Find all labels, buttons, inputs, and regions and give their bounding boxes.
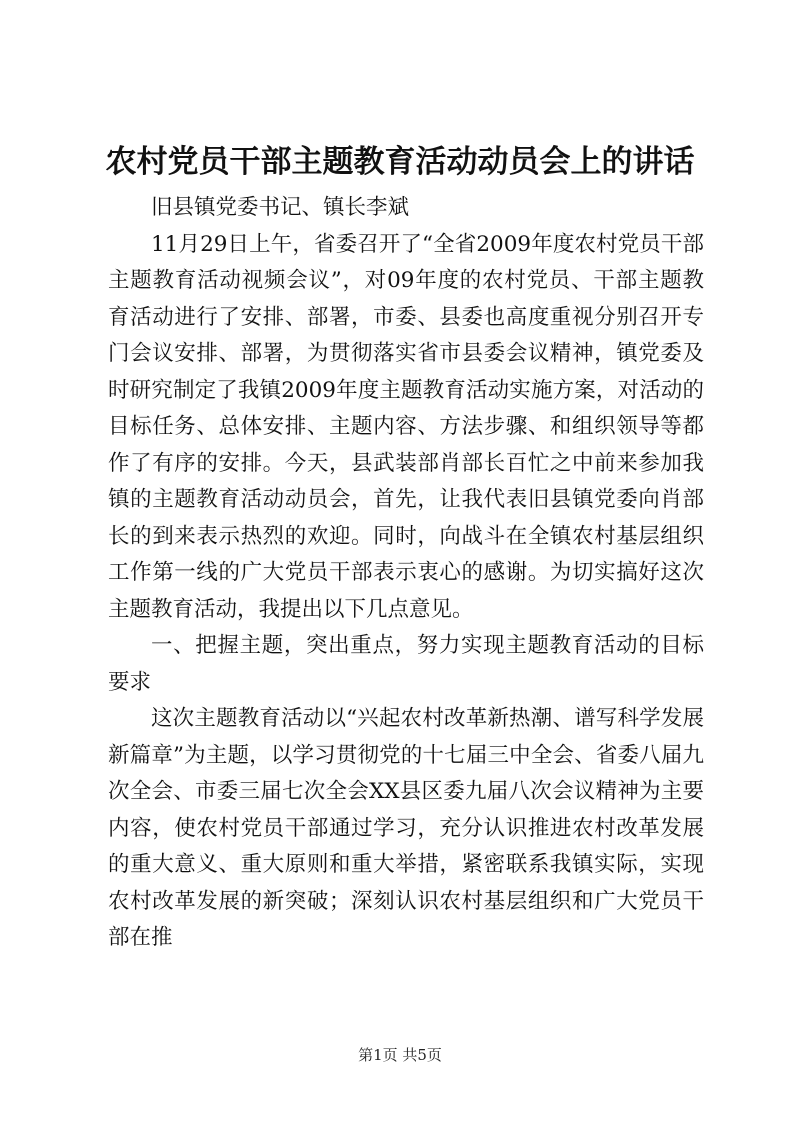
paragraph-section-1: 这次主题教育活动以“兴起农村改革新热潮、谱写科学发展新篇章”为主题，以学习贯彻党的十七届三中全会、省委八届九次全会、市委三届七次全会XX县区委九届八次会议精神为主要内容，使农村党员干部通过学习，充分认识推进农村改革发展的重大意义、重大原则和重大举措，紧密联系我镇实际，实现农村改革发展的新突破；深刻认识农村基层组织和广大党员干部在推	[108, 706, 704, 950]
page-footer: 第1页 共5页	[358, 1046, 442, 1064]
author-line: 旧县镇党委书记、镇长李斌	[151, 195, 410, 220]
paragraph-intro: 11月29日上午，省委召开了“全省2009年度农村党员干部主题教育活动视频会议”，对09年度的农村党员、干部主题教育活动进行了安排、部署，市委、县委也高度重视分别召开专门会议安排、部署，为贯彻落实省市县委会议精神，镇党委及时研究制定了我镇2009年度主题教育活动实施方案，对活动的目标任务、总体安排、主题内容、方法步骤、和组织领导等都作了有序的安排。今天，县武装部肖部长百忙之中前来参加我镇的主题教育活动动员会，首先，让我代表旧县镇党委向肖部长的到来表示热烈的欢迎。同时，向战斗在全镇农村基层组织工作第一线的广大党员干部表示衷心的感谢。为切实搞好这次主题教育活动，我提出以下几点意见。	[108, 231, 704, 622]
document-title: 农村党员干部主题教育活动动员会上的讲话	[105, 144, 695, 180]
section-heading-1: 一、把握主题，突出重点，努力实现主题教育活动的目标要求	[108, 633, 704, 695]
document-body	[108, 190, 704, 957]
